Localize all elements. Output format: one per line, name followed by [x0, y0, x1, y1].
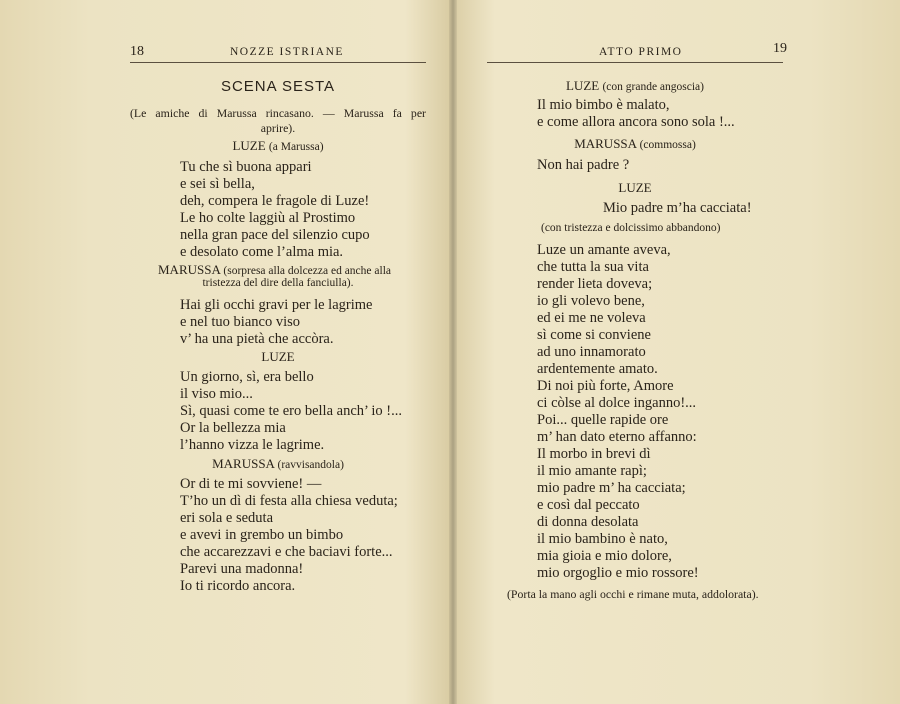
verse-line: Or la bellezza mia — [180, 420, 286, 436]
verse-line: mio orgoglio e mio rossore! — [537, 565, 699, 581]
verse-line: io gli volevo bene, — [537, 293, 645, 309]
verse-line: Poi... quelle rapide ore — [537, 412, 669, 428]
verse-line: Mio padre m’ha cacciata! — [603, 200, 752, 216]
speaker-name: LUZE — [565, 78, 600, 93]
verse-line: il mio bambino è nato, — [537, 531, 668, 547]
speaker-marussa — [130, 456, 426, 473]
running-head-left: NOZZE ISTRIANE — [230, 46, 344, 58]
verse-line: Tu che sì buona appari — [180, 159, 312, 175]
verse-line: Non hai padre ? — [537, 157, 630, 173]
speaker-note: (sorpresa alla dolcezza ed anche alla — [223, 265, 391, 277]
speaker-note: (a Marussa) — [268, 141, 324, 153]
speaker-note: (ravvisandola) — [277, 459, 344, 471]
verse-line: mio padre m’ ha cacciata; — [537, 480, 686, 496]
stage-direction: (con tristezza e dolcissimo abbandono) — [541, 222, 721, 234]
verse-line: che tutta la sua vita — [537, 259, 649, 275]
scene-title: SCENA SESTA — [220, 78, 336, 95]
verse-line: Di noi più forte, Amore — [537, 378, 674, 394]
verse-line: che accarezzavi e che baciavi forte... — [180, 544, 393, 560]
header-rule-right — [487, 62, 783, 63]
stage-direction-line2: aprire). — [260, 121, 296, 135]
speaker-luze — [487, 78, 783, 95]
verse-line: e così dal peccato — [537, 497, 640, 513]
verse-line: Hai gli occhi gravi per le lagrime — [180, 297, 373, 313]
verse-line: di donna desolata — [537, 514, 639, 530]
verse-line: v’ ha una pietà che accòra. — [180, 331, 334, 347]
verse-line: Il morbo in brevi dì — [537, 446, 651, 462]
verse-line: l’hanno vizza le lagrime. — [180, 437, 325, 453]
verse-line: il viso mio... — [180, 386, 253, 402]
speaker-luze — [130, 138, 426, 155]
verse-line: m’ han dato eterno affanno: — [537, 429, 697, 445]
speaker-note-continued: tristezza del dire della fanciulla). — [202, 277, 354, 289]
verse-line: e avevi in grembo un bimbo — [180, 527, 344, 543]
verse-line: Luze un amante aveva, — [537, 242, 671, 258]
verse-line: mia gioia e mio dolore, — [537, 548, 672, 564]
speaker-luze: LUZE — [261, 349, 295, 364]
verse-line: Sì, quasi come te ero bella anch’ io !... — [180, 403, 402, 419]
verse-line: e desolato come l’alma mia. — [180, 244, 344, 260]
verse-line: eri sola e seduta — [180, 510, 274, 526]
speaker-luze: LUZE — [618, 180, 652, 195]
speaker-marussa — [487, 136, 783, 153]
running-head-right: ATTO PRIMO — [599, 46, 683, 58]
speaker-note: (con grande angoscia) — [602, 81, 704, 93]
verse-line: ed ei me ne voleva — [537, 310, 646, 326]
speaker-note: (commossa) — [639, 139, 696, 151]
right-page-header — [487, 41, 787, 63]
verse-line: T’ho un dì di festa alla chiesa veduta; — [180, 493, 398, 509]
left-page-header — [130, 41, 426, 63]
speaker-name: LUZE — [232, 138, 266, 153]
page-number-left: 18 — [130, 44, 144, 59]
page-number-right: 19 — [773, 41, 787, 56]
verse-line: e come allora ancora sono sola !... — [537, 114, 735, 130]
verse-line: Un giorno, sì, era bello — [180, 369, 314, 385]
verse-line: ardentemente amato. — [537, 361, 658, 377]
verse-line: Parevi una madonna! — [180, 561, 304, 577]
verse-line: Or di te mi sovviene! — — [180, 476, 322, 492]
header-rule-left — [130, 62, 426, 63]
right-page — [457, 0, 900, 704]
speaker-name: MARUSSA — [212, 456, 275, 471]
verse-line: render lieta doveva; — [537, 276, 653, 292]
verse-line: e nel tuo bianco viso — [180, 314, 301, 330]
verse-line: sì come si conviene — [537, 327, 651, 343]
stage-direction-line1: (Le amiche di Marussa rincasano. — Marussa fa per — [130, 106, 426, 120]
verse-line: il mio amante rapì; — [537, 463, 647, 479]
speaker-name: MARUSSA — [158, 262, 221, 277]
verse-line: e sei sì bella, — [180, 176, 255, 192]
verse-line: nella gran pace del silenzio cupo — [180, 227, 370, 243]
verse-line: Il mio bimbo è malato, — [537, 97, 670, 113]
verse-line: ci còlse al dolce inganno!... — [537, 395, 697, 411]
stage-direction: (Porta la mano agli occhi e rimane muta, addolorata). — [507, 587, 759, 601]
verse-line: Io ti ricordo ancora. — [180, 578, 296, 594]
verse-line: Le ho colte laggiù al Prostimo — [180, 210, 356, 226]
verse-line: deh, compera le fragole di Luze! — [180, 193, 370, 209]
verse-line: ad uno innamorato — [537, 344, 646, 360]
speaker-name: MARUSSA — [574, 136, 637, 151]
